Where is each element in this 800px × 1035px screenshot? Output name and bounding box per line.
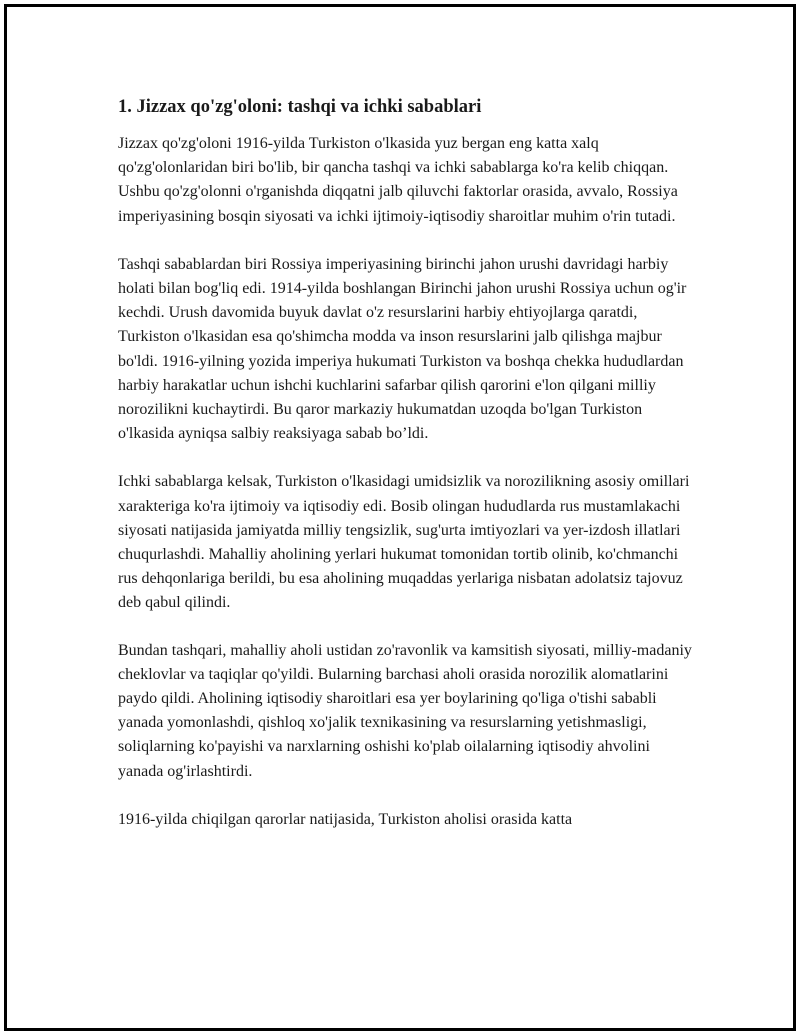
paragraph-additional-causes: Bundan tashqari, mahalliy aholi ustidan zo'ravonlik va kamsitish siyosati, milliy-madaniy cheklovlar va taqiqlar qo'yildi. Bularning barchasi aholi orasida norozilik alomatlarini paydo qildi. Aholining iqtisodiy sharoitlari esa yer boylarining qo'liga o'tishi sababli yanada yomonlashdi, qishloq xo'jalik texnikasining va resurslarning yetishmasligi, soliqlarning ko'payishi va narxlarning oshishi ko'plab oilalarning iqtisodiy ahvolini yanada og'irlashtirdi. — [118, 641, 692, 780]
document-body — [118, 95, 693, 856]
paragraph-continuation: 1916-yilda chiqilgan qarorlar natijasida, Turkiston aholisi orasida katta — [118, 810, 573, 828]
section-heading: 1. Jizzax qo'zg'oloni: tashqi va ichki sabablari — [118, 97, 482, 117]
paragraph-external-causes: Tashqi sabablardan biri Rossiya imperiyasining birinchi jahon urushi davridagi harbiy holati bilan bog'liq edi. 1914-yilda boshlangan Birinchi jahon urushi Rossiya uchun og'ir kechdi. Urush davomida buyuk davlat o'z resurslarini harbiy ehtiyojlarga qaratdi, Turkiston o'lkasidan esa qo'shimcha modda va inson resurslarini jalb qilishga majbur bo'ldi. 1916-yilning yozida imperiya hukumati Turkiston va boshqa chekka hududlardan harbiy harakatlar uchun ishchi kuchlarini safarbar qilish qarorini e'lon qilgani milliy norozilikni kuchaytirdi. Bu qaror markaziy hukumatdan uzoqda bo'lgan Turkiston o'lkasida ayniqsa salbiy reaksiyaga sabab bo’ldi. — [118, 255, 687, 443]
paragraph-intro: Jizzax qo'zg'oloni 1916-yilda Turkiston o'lkasida yuz bergan eng katta xalq qo'zg'olonlaridan biri bo'lib, bir qancha tashqi va ichki sabablarga ko'ra kelib chiqqan. Ushbu qo'zg'olonni o'rganishda diqqatni jalb qiluvchi faktorlar orasida, avvalo, Rossiya imperiyasining bosqin siyosati va ichki ijtimoiy-iqtisodiy sharoitlar muhim o'rin tutadi. — [118, 135, 678, 225]
paragraph-internal-causes: Ichki sabablarga kelsak, Turkiston o'lkasidagi umidsizlik va norozilikning asosiy omillari xarakteriga ko'ra ijtimoiy va iqtisodiy edi. Bosib olingan hududlarda rus mustamlakachi siyosati natijasida jamiyatda milliy tengsizlik, sug'urta imtiyozlari va yer-izdosh illatlari chuqurlashdi. Mahalliy aholining yerlari hukumat tomonidan tortib olinib, ko'chmanchi rus dehqonlariga berildi, bu esa aholining muqaddas yerlariga nisbatan adolatsiz tajovuz deb qabul qilindi. — [118, 473, 690, 612]
